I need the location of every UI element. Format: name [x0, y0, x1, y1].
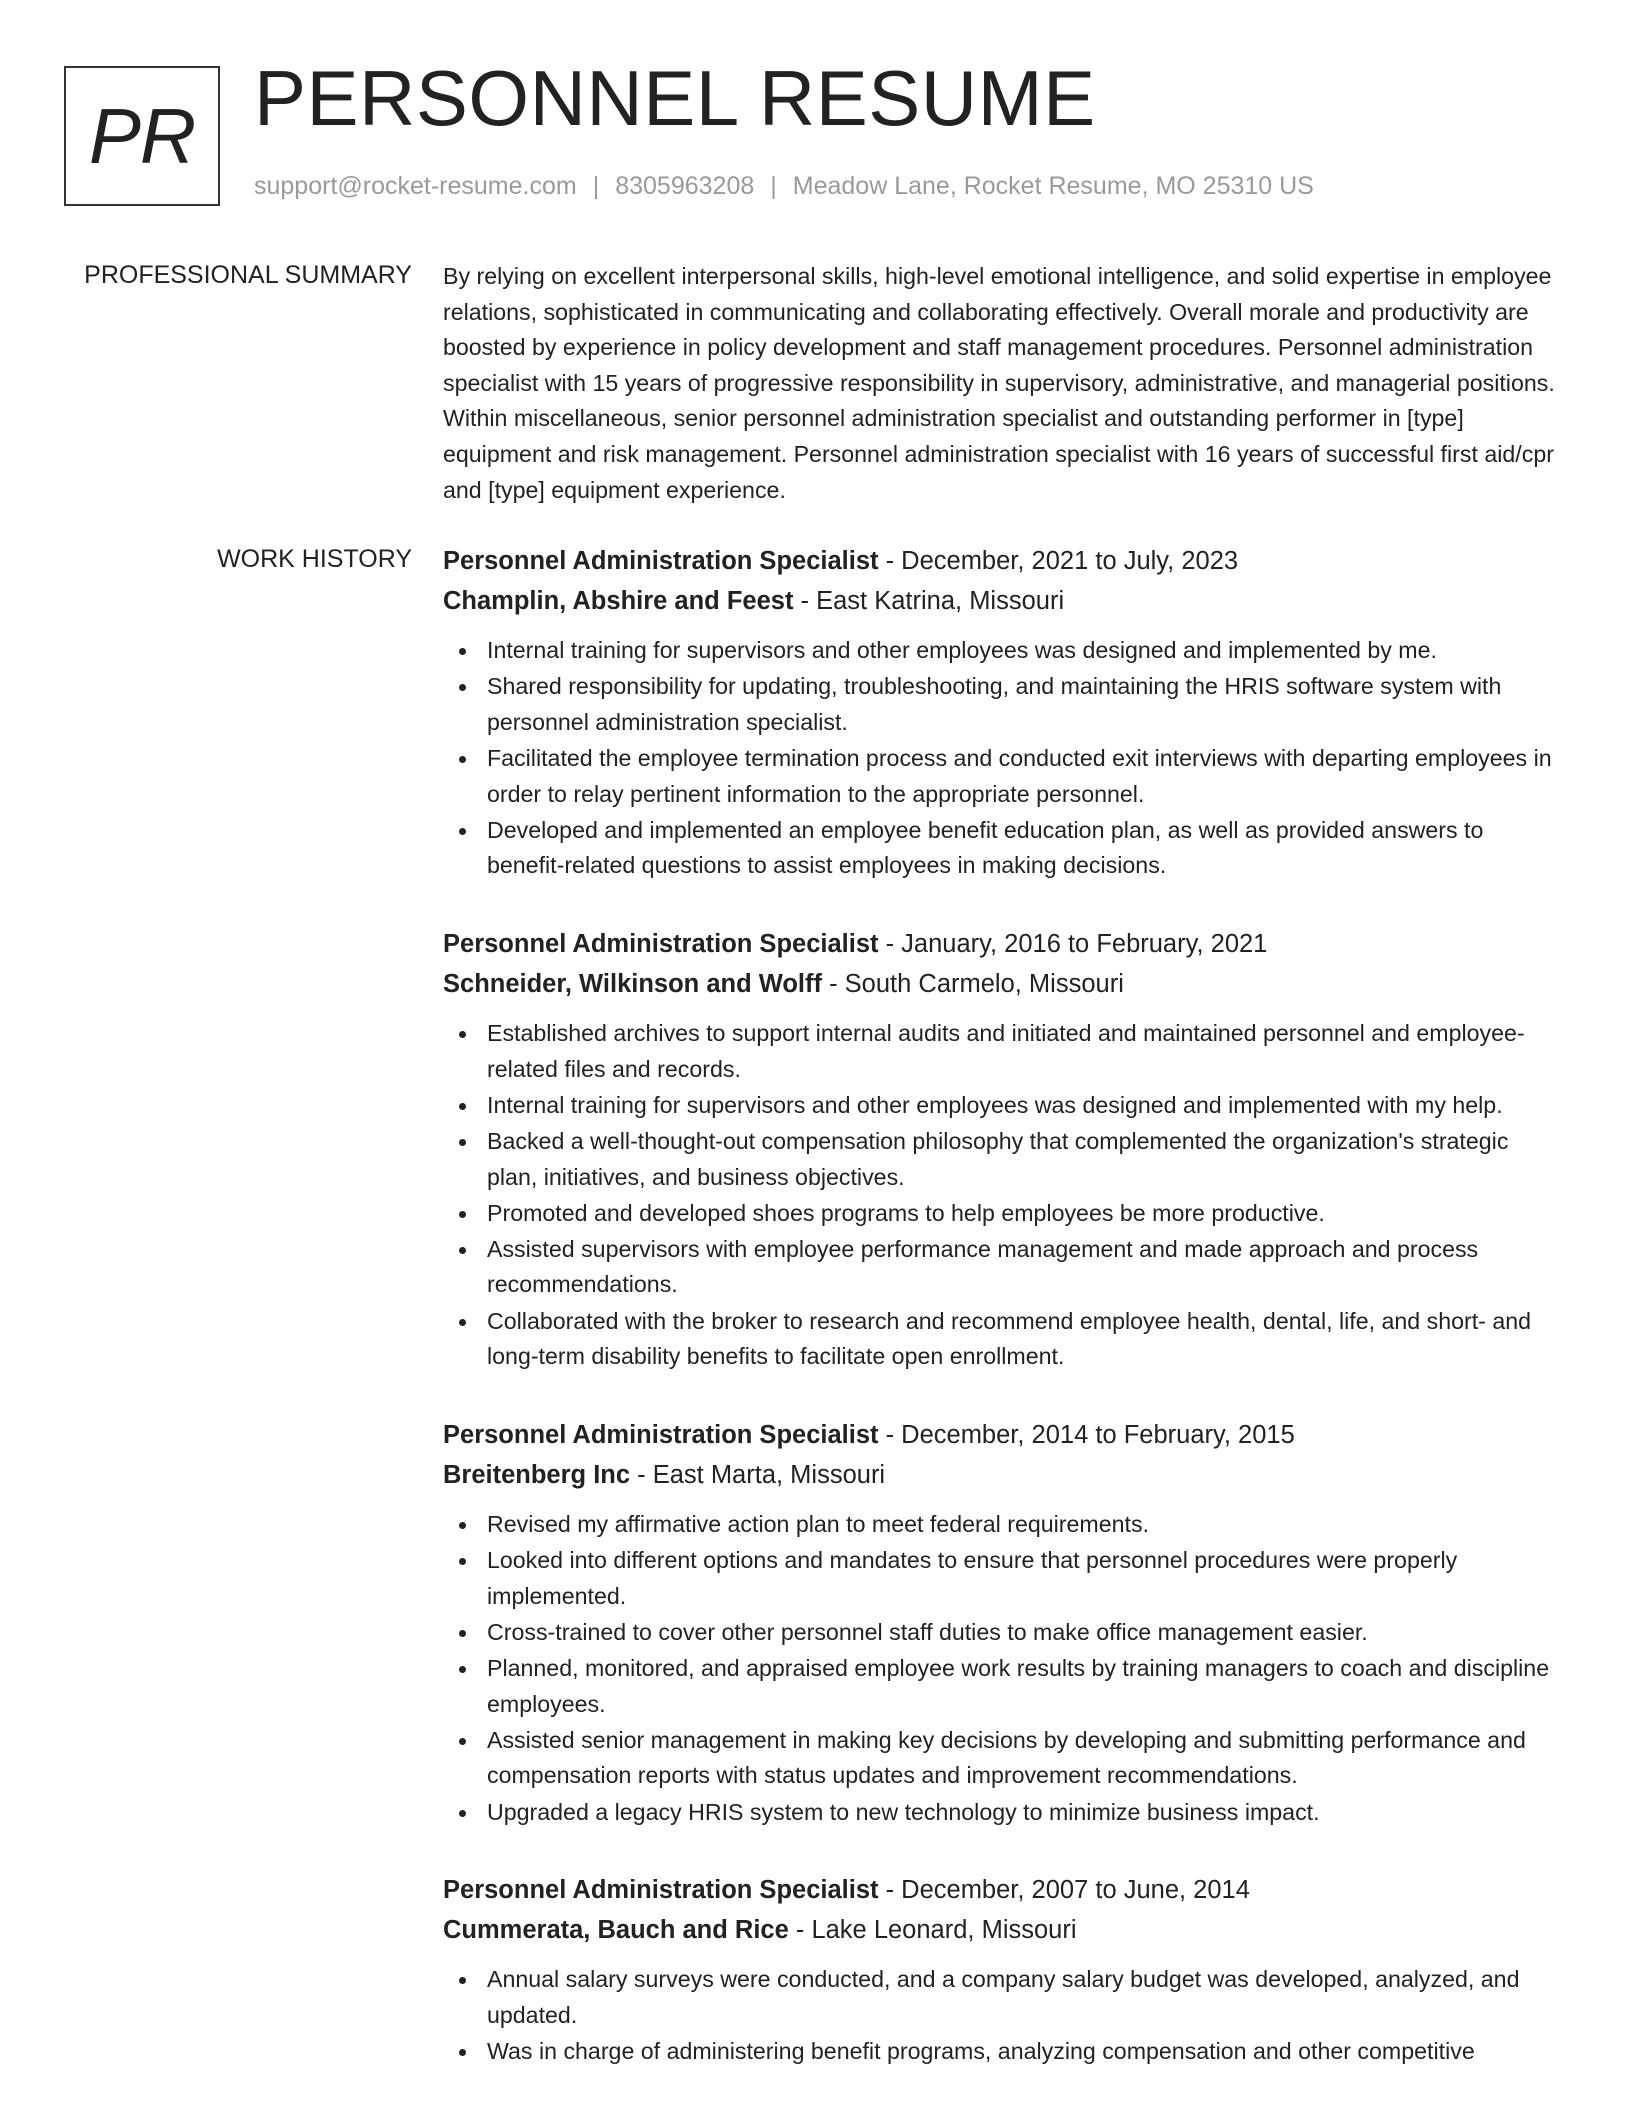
job-company-line — [443, 1455, 1555, 1495]
job-bullet: Facilitated the employee termination process and conducted exit interviews with departing employees in order to relay pertinent information to the appropriate personnel. — [443, 741, 1555, 812]
job-entry — [443, 924, 1555, 1375]
resume-title: PERSONNEL RESUME — [254, 54, 1096, 142]
job-location: - East Katrina, Missouri — [793, 587, 1065, 615]
job-company: Champlin, Abshire and Feest — [443, 587, 794, 615]
job-dates: - January, 2016 to February, 2021 — [878, 929, 1268, 958]
job-entry — [443, 1870, 1555, 2069]
job-title-line — [443, 1870, 1555, 1910]
job-entry — [443, 1415, 1555, 1830]
job-bullet: Collaborated with the broker to research and recommend employee health, dental, life, and short- and long-term disability benefits to facilitate open enrollment. — [443, 1304, 1555, 1375]
job-bullets — [443, 1962, 1555, 2069]
job-company: Cummerata, Bauch and Rice — [443, 1916, 789, 1945]
contact-address: Meadow Lane, Rocket Resume, MO 25310 US — [792, 172, 1314, 200]
job-title: Personnel Administration Specialist — [443, 929, 879, 958]
work-history-heading: WORK HISTORY — [217, 545, 412, 573]
job-title: Personnel Administration Specialist — [443, 547, 879, 575]
job-bullet: Promoted and developed shoes programs to help employees be more productive. — [443, 1196, 1555, 1232]
job-bullet: Developed and implemented an employee benefit education plan, as well as provided answers to benefit-related questions to assist employees in making decisions. — [443, 813, 1555, 884]
contact-email: support@rocket-resume.com — [254, 172, 577, 200]
job-company: Breitenberg Inc — [443, 1460, 631, 1489]
job-bullets — [443, 1507, 1555, 1830]
job-dates: - December, 2007 to June, 2014 — [878, 1876, 1250, 1905]
job-company-line — [443, 581, 1555, 621]
job-title: Personnel Administration Specialist — [443, 1876, 879, 1905]
job-title-line — [443, 541, 1555, 581]
contact-separator: | — [592, 172, 600, 200]
job-bullet: Upgraded a legacy HRIS system to new technology to minimize business impact. — [443, 1795, 1555, 1831]
job-bullet: Looked into different options and mandates to ensure that personnel procedures were properly implemented. — [443, 1543, 1555, 1614]
job-bullet: Established archives to support internal audits and initiated and maintained personnel and employee-related files and records. — [443, 1016, 1555, 1087]
job-bullet: Revised my affirmative action plan to meet federal requirements. — [443, 1507, 1555, 1543]
job-title-line — [443, 924, 1555, 964]
job-entry — [443, 541, 1555, 884]
job-bullet: Planned, monitored, and appraised employee work results by training managers to coach and discipline employees. — [443, 1651, 1555, 1722]
job-bullet: Assisted supervisors with employee performance management and made approach and process recommendations. — [443, 1232, 1555, 1303]
job-bullet: Internal training for supervisors and other employees was designed and implemented with my help. — [443, 1088, 1555, 1124]
work-history-body — [443, 541, 1555, 2110]
job-company: Schneider, Wilkinson and Wolff — [443, 969, 823, 998]
contact-phone: 8305963208 — [615, 172, 755, 200]
job-bullets — [443, 633, 1555, 884]
job-dates: - December, 2021 to July, 2023 — [878, 547, 1239, 575]
job-company-line — [443, 1910, 1555, 1950]
job-bullet: Backed a well-thought-out compensation philosophy that complemented the organization's strategic plan, initiatives, and business objectives. — [443, 1124, 1555, 1195]
job-bullet: Internal training for supervisors and other employees was designed and implemented by me. — [443, 633, 1555, 669]
job-location: - South Carmelo, Missouri — [822, 969, 1124, 998]
monogram-logo — [64, 66, 220, 206]
summary-heading: PROFESSIONAL SUMMARY — [84, 261, 412, 289]
job-title-line — [443, 1415, 1555, 1455]
job-location: - East Marta, Missouri — [630, 1460, 886, 1489]
job-bullet: Cross-trained to cover other personnel staff duties to make office management easier. — [443, 1615, 1555, 1651]
job-location: - Lake Leonard, Missouri — [788, 1916, 1077, 1945]
job-bullet: Was in charge of administering benefit programs, analyzing compensation and other competitive — [443, 2034, 1555, 2070]
summary-text: By relying on excellent interpersonal skills, high-level emotional intelligence, and solid expertise in employee relations, sophisticated in communicating and collaborating effectively. Overall morale and productivity are boosted by experience in policy development and staff management procedures. Personnel administration specialist with 15 years of progressive responsibility in supervisory, administrative, and managerial positions. Within miscellaneous, senior personnel administration specialist and outstanding performer in [type] equipment and risk management. Personnel administration specialist with 16 years of successful first aid/cpr and [type] equipment experience. — [443, 263, 1555, 503]
job-bullet: Assisted senior management in making key decisions by developing and submitting performance and compensation reports with status updates and improvement recommendations. — [443, 1723, 1555, 1794]
job-title: Personnel Administration Specialist — [443, 1420, 879, 1449]
job-bullet: Shared responsibility for updating, troubleshooting, and maintaining the HRIS software system with personnel administration specialist. — [443, 669, 1555, 740]
job-company-line — [443, 964, 1555, 1004]
job-bullet: Annual salary surveys were conducted, and a company salary budget was developed, analyzed, and updated. — [443, 1962, 1555, 2033]
contact-line — [254, 172, 1314, 201]
summary-body — [443, 259, 1555, 508]
contact-separator: | — [770, 172, 777, 200]
job-bullets — [443, 1016, 1555, 1375]
monogram-text: PR — [88, 91, 196, 180]
job-dates: - December, 2014 to February, 2015 — [878, 1420, 1295, 1449]
